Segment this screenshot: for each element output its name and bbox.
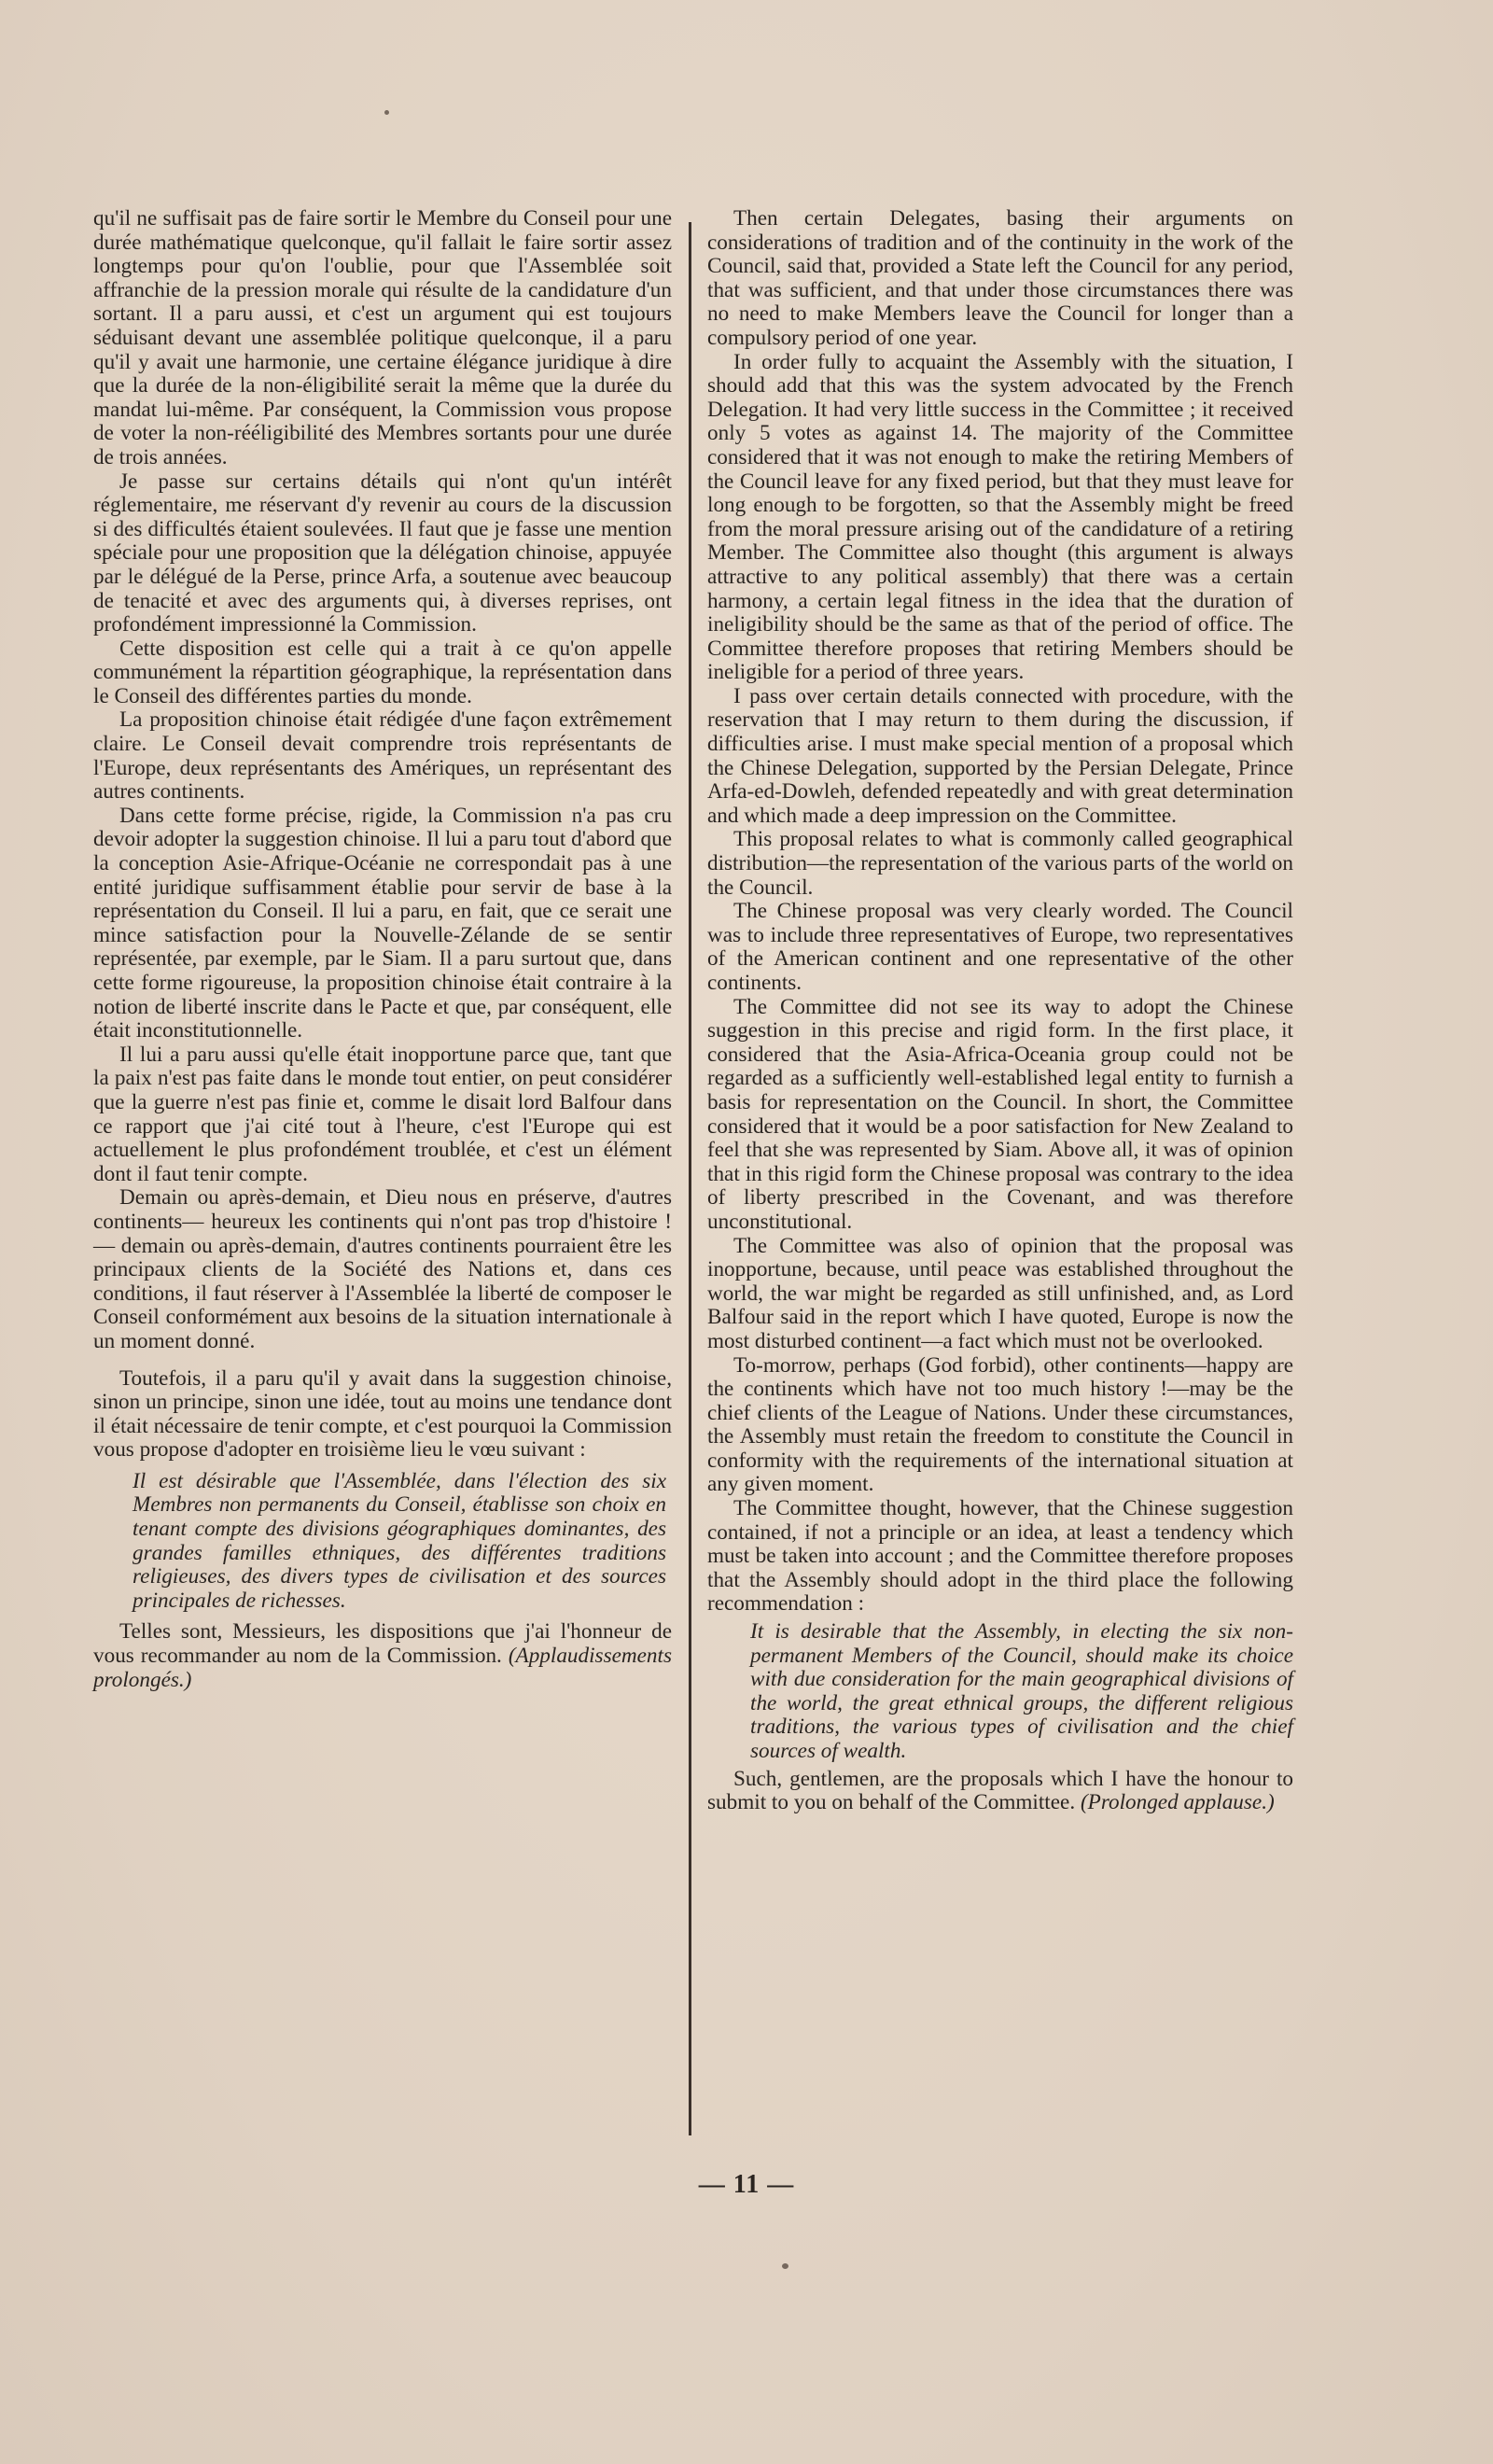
paragraph: The Chinese proposal was very clearly worded. The Council was to include three representatives of Europe, two representatives of the American continent and one representative of the other continents. [707, 899, 1293, 995]
paragraph: Il lui a paru aussi qu'elle était inopportune parce que, tant que la paix n'est pas faite dans le monde tout entier, on peut considérer que la guerre n'est pas finie et, comme le disait lord Balfour dans ce rapport que j'ai cité tout à l'heure, c'est l'Europe qui est actuellement le plus profondément troublée, et c'est un élément dont il faut tenir compte. [93, 1042, 672, 1186]
paragraph: qu'il ne suffisait pas de faire sortir le Membre du Conseil pour une durée mathématique quelconque, qu'il fallait le faire sortir assez longtemps pour qu'on l'oublie, pour que l'Assemblée soit affranchie de la pression morale qui résulte de la candidature d'un sortant. Il a paru aussi, et c'est un argument qui est toujours séduisant devant une assemblée politique quelconque, il a paru qu'il y avait une harmonie, une certaine élégance juridique à dire que la durée de la non-éligibilité serait la même que la durée du mandat lui-même. Par conséquent, la Commission vous propose de voter la non-rééligibilité des Membres sortants pour une durée de trois années. [93, 206, 672, 469]
paragraph: Toutefois, il a paru qu'il y avait dans la suggestion chinoise, sinon un principe, sinon une idée, tout au moins une tendance dont il était nécessaire de tenir compte, et c'est pourquoi la Commission vous propose d'adopter en troisième lieu le vœu suivant : [93, 1365, 672, 1463]
applause-note: (Prolonged applause.) [1080, 1790, 1275, 1815]
paragraph: The Committee was also of opinion that the proposal was inopportune, because, until peace was established throughout the world, the war might be regarded as still unfinished, and, as Lord Balfour said in the report which I have quoted, Europe is now the most disturbed continent—a fact which must not be overlooked. [707, 1233, 1293, 1353]
paragraph: In order fully to acquaint the Assembly with the situation, I should add that this was the system advocated by the French Delegation. It had very little success in the Committee ; it received only 5 votes as against 14. The majority of the Committee considered that it was not enough to make the retiring Members of the Council leave for any fixed period, but that they must leave for long enough to be forgotten, so that the Assembly might be freed from the moral pressure arising out of the candidature of a retiring Member. The Committee also thought (this argument is always attractive to any political assembly) that there was a certain harmony, a certain legal fitness in the idea that the duration of ineligibility should be the same as that of the period of office. The Committee therefore proposes that retiring Members should be ineligible for a period of three years. [707, 349, 1293, 685]
paragraph: The Committee thought, however, that the Chinese suggestion contained, if not a principle or an idea, at least a tendency which must be taken into account ; and the Committee therefore proposes that the Assembly should adopt in the third place the following recommendation : [707, 1496, 1293, 1617]
closing-paragraph [93, 1620, 672, 1692]
paper-speck [782, 2263, 788, 2269]
paragraph: La proposition chinoise était rédigée d'une façon extrêmement claire. Le Conseil devait comprendre trois représentants de l'Europe, deux représentants des Amériques, un représentant des autres continents. [93, 707, 672, 805]
closing-paragraph [707, 1768, 1293, 1815]
paragraph: This proposal relates to what is commonly called geographical distribution—the representation of the various parts of the world on the Council. [707, 827, 1293, 900]
right-column-english [707, 207, 1293, 1815]
closing-text: Such, gentlemen, are the proposals which I have the honour to submit to you on behalf of the Committee. [707, 1766, 1293, 1815]
column-divider [689, 222, 691, 2135]
paragraph: Je passe sur certains détails qui n'ont qu'un intérêt réglementaire, me réservant d'y revenir au cours de la discussion si des difficultés étaient soulevées. Il faut que je fasse une mention spéciale pour une proposition que la délégation chinoise, appuyée par le délégué de la Perse, prince Arfa, a soutenue avec beaucoup de tenacité et avec des arguments qui, à diverses reprises, ont profondément impressionné la Commission. [93, 469, 672, 637]
paragraph: Then certain Delegates, basing their arguments on considerations of tradition and of the continuity in the work of the Council, said that, provided a State left the Council for any period, that was sufficient, and that under those circumstances there was no need to make Members leave the Council for longer than a compulsory period of one year. [707, 206, 1293, 350]
paragraph: Demain ou après-demain, et Dieu nous en préserve, d'autres continents— heureux les continents qui n'ont pas trop d'histoire ! — demain ou après-demain, d'autres continents pourraient être les principaux clients de la Société des Nations et, dans ces conditions, il faut réserver à l'Assemblée la liberté de composer le Conseil conformément aux besoins de la situation internationale à un moment donné. [93, 1185, 672, 1353]
paragraph: Cette disposition est celle qui a trait à ce qu'on appelle communément la répartition géographique, la représentation dans le Conseil des différentes parties du monde. [93, 636, 672, 708]
paragraph: The Committee did not see its way to adopt the Chinese suggestion in this precise and rigid form. In the first place, it considered that the Asia-Africa-Oceania group could not be regarded as a sufficiently well-established legal entity to furnish a basis for representation on the Council. In short, the Committee considered that it would be a poor satisfaction for New Zealand to feel that she was represented by Siam. Above all, it was of opinion that in this rigid form the Chinese proposal was contrary to the idea of liberty prescribed in the Covenant, and was therefore unconstitutional. [707, 994, 1293, 1234]
applause-note: (Applaudissements prolongés.) [93, 1644, 672, 1692]
paragraph: To-morrow, perhaps (God forbid), other continents—happy are the continents which have not too much history !—may be the chief clients of the League of Nations. Under these circumstances, the Assembly must retain the freedom to constitute the Council in conformity with the requirements of the international situation at any given moment. [707, 1352, 1293, 1497]
block-quote: Il est désirable que l'Assemblée, dans l'élection des six Membres non permanents du Conseil, établisse son choix en tenant compte des divisions géographiques dominantes, des grandes familles ethniques, des différentes traditions religieuses, des divers types de civilisation et des sources principales de richesses. [133, 1468, 666, 1613]
paper-speck [384, 110, 389, 115]
left-column-french [93, 207, 672, 1692]
paragraph: I pass over certain details connected with procedure, with the reservation that I may return to them during the discussion, if difficulties arise. I must make special mention of a proposal which the Chinese Delegation, supported by the Persian Delegate, Prince Arfa-ed-Dowleh, defended repeatedly and with great determination and which made a deep impression on the Committee. [707, 683, 1293, 828]
paragraph: Dans cette forme précise, rigide, la Commission n'a pas cru devoir adopter la suggestion chinoise. Il lui a paru tout d'abord que la conception Asie-Afrique-Océanie ne correspondait pas à une entité juridique suffisamment établie pour servir de base à la représentation du Conseil. Il lui a paru, en fait, que ce serait une mince satisfaction pour la Nouvelle-Zélande de se sentir représentée, par exemple, par le Siam. Il a paru surtout que, dans cette forme rigoureuse, la proposition chinoise était contraire à la notion de liberté inscrite dans le Pacte et que, par conséquent, elle était inconstitutionnelle. [93, 803, 672, 1043]
closing-text: Telles sont, Messieurs, les dispositions que j'ai l'honneur de vous recommander au nom de la Commission. [93, 1619, 672, 1669]
block-quote: It is desirable that the Assembly, in electing the six non-permanent Members of the Council, should make its choice with due consideration for the main geographical divisions of the world, the great ethnical groups, the different religious traditions, the various types of civilisation and the chief sources of wealth. [750, 1619, 1293, 1763]
page-number: — 11 — [698, 2170, 795, 2199]
